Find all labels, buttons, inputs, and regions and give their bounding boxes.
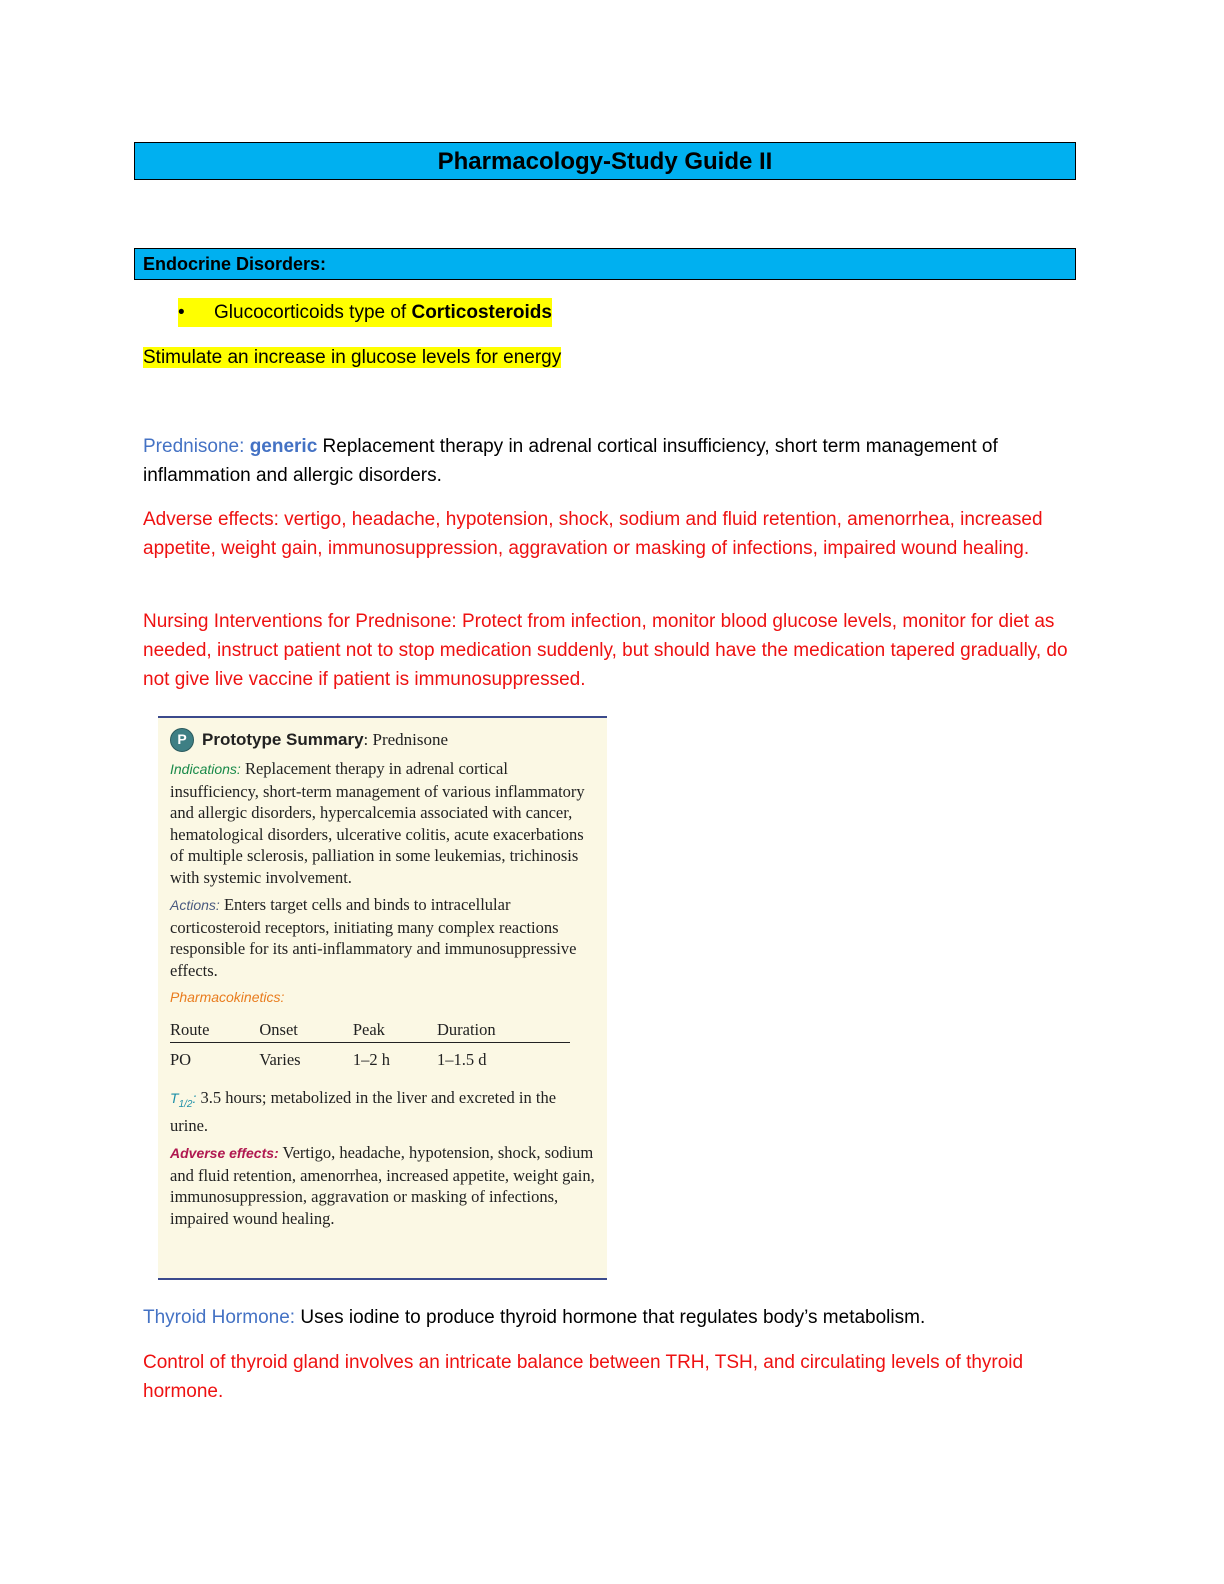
table-row — [170, 1043, 570, 1073]
indications-label: Indications: — [170, 761, 241, 777]
proto-adverse-label: Adverse effects: — [170, 1145, 279, 1162]
adverse-effects-paragraph: Adverse effects: vertigo, headache, hypotension, shock, sodium and fluid retention, amenorrhea, increased appetite, weight gain, immunosuppression, aggravation or masking of infections, impaired wound healing. — [143, 509, 1043, 559]
pharmacokinetics-table — [170, 1017, 570, 1073]
stimulate-paragraph — [143, 343, 1068, 372]
bullet-text: Glucocorticoids type of — [214, 302, 412, 323]
actions-label: Actions: — [170, 897, 220, 913]
pk-onset: Varies — [259, 1050, 301, 1069]
pk-peak: 1–2 h — [352, 1050, 390, 1069]
half-life-t: T — [170, 1089, 179, 1106]
half-life-text: 3.5 hours; metabolized in the liver and excreted in the urine. — [170, 1087, 557, 1135]
prednisone-label: Prednisone: — [143, 436, 250, 457]
half-life-colon: : — [192, 1089, 197, 1106]
half-life-label — [170, 1089, 197, 1110]
nursing-interventions-paragraph: Nursing Interventions for Prednisone: Protect from infection, monitor blood glucose levels, monitor for diet as needed, instruct patient not to stop medication suddenly, but should have the medication tapered gradually, do not give live vaccine if patient is immunosuppressed. — [143, 611, 1068, 690]
pk-header-duration: Duration — [437, 1017, 570, 1043]
bullet-item — [178, 298, 552, 327]
control-paragraph: Control of thyroid gland involves an intricate balance between TRH, TSH, and circulating levels of thyroid hormone. — [143, 1352, 1024, 1402]
bullet-bold-text: Corticosteroids — [411, 302, 552, 323]
actions-block — [170, 894, 598, 981]
thyroid-paragraph — [143, 1303, 1068, 1332]
half-life-block — [170, 1087, 598, 1137]
thyroid-text: Uses iodine to produce thyroid hormone that regulates body’s metabolism. — [300, 1307, 926, 1328]
proto-adverse-block — [170, 1142, 598, 1229]
section-heading: Endocrine Disorders: — [134, 248, 1076, 280]
pk-duration: 1–1.5 d — [436, 1050, 487, 1069]
prototype-summary-box — [158, 716, 607, 1280]
pk-header-onset: Onset — [259, 1017, 352, 1043]
prototype-summary-label: Prototype Summary — [202, 730, 364, 750]
actions-text: Enters target cells and binds to intracellular corticosteroid receptors, initiating many complex reactions responsible for its anti-inflammatory and immunosuppressive effects. — [170, 895, 577, 980]
proto-adverse-text: Vertigo, headache, hypotension, shock, sodium and fluid retention, amenorrhea, increased appetite, weight gain, immunosuppression, aggravation or masking of infections, impaired wound healing. — [170, 1143, 595, 1228]
prednisone-paragraph — [143, 432, 1068, 490]
pk-header-route: Route — [170, 1017, 259, 1043]
half-life-sub: 1/2 — [178, 1098, 193, 1110]
pharmacokinetics-label: Pharmacokinetics: — [170, 989, 285, 1005]
prototype-p-icon: P — [170, 728, 194, 752]
prototype-heading — [170, 728, 598, 752]
indications-block — [170, 758, 598, 888]
bullet-symbol: • — [178, 302, 185, 323]
page-title: Pharmacology-Study Guide II — [134, 142, 1076, 180]
indications-text: Replacement therapy in adrenal cortical insufficiency, short-term management of various inflammatory and allergic disorders, hypercalcemia associated with cancer, hematological disorders, ulcerative colitis, acute exacerbations of multiple sclerosis, palliation in some leukemias, trichinosis with systemic involvement. — [170, 759, 585, 887]
pk-route: PO — [170, 1050, 192, 1069]
pk-header-peak: Peak — [353, 1017, 437, 1043]
prednisone-text: Replacement therapy in adrenal cortical insufficiency, short term management of inflammation and allergic disorders. — [143, 436, 998, 486]
generic-label: generic — [249, 436, 318, 457]
stimulate-text: Stimulate an increase in glucose levels for energy — [143, 347, 562, 368]
thyroid-label: Thyroid Hormone: — [143, 1307, 301, 1328]
prototype-drug: : Prednisone — [363, 730, 449, 750]
